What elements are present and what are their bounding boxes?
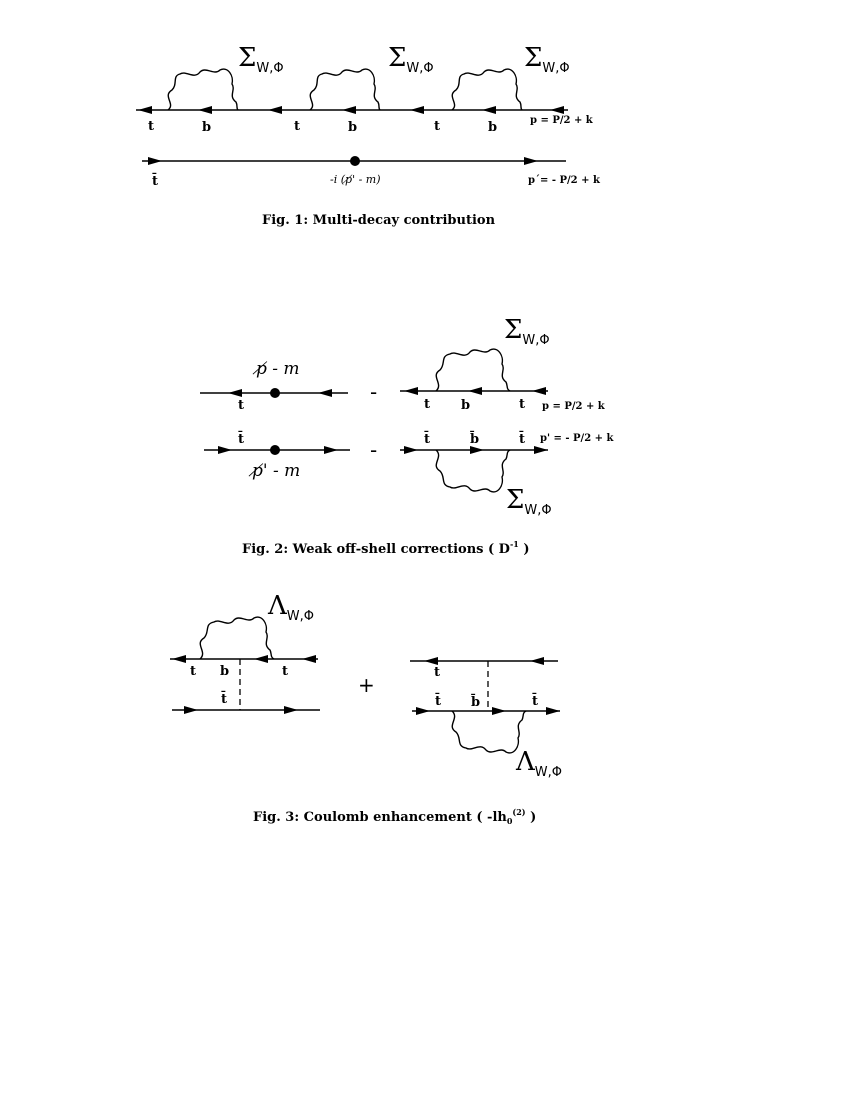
fig1-bottom-momentum: p´= - P/2 + k: [528, 175, 600, 186]
fig2-top-momentum: p = P/2 + k: [542, 401, 605, 412]
fig2-arrow: [404, 446, 418, 454]
fig3-particle-label: t̄: [532, 694, 539, 709]
fig1-insertion-label: -i (p̸' - m): [330, 173, 381, 186]
fig3-arrow: [302, 655, 316, 663]
fig1-particle-label: b: [202, 120, 212, 135]
fig2-wavy-loop-bottom: [436, 450, 510, 492]
fig1-arrow: [198, 106, 212, 114]
fig2-particle-label: t̄: [519, 432, 526, 447]
fig3-particle-label: b̄: [471, 695, 481, 710]
fig2-minus-sign: -: [370, 438, 378, 462]
fig2-arrow: [468, 387, 482, 395]
fig1-sigma-label: $\Sigma_{W,\Phi}$: [524, 43, 570, 76]
fig1-insertion-dot: [350, 156, 360, 166]
fig1-wavy-loop: [310, 69, 380, 110]
fig3-arrow: [492, 707, 506, 715]
fig1-sigma-label: $\Sigma_{W,\Phi}$: [388, 43, 434, 76]
fig2-particle-label: t: [238, 398, 245, 413]
fig1-wavy-loop: [168, 69, 238, 110]
fig2-wavy-loop-top: [436, 349, 510, 391]
fig3-arrow: [424, 657, 438, 665]
fig3-arrow: [172, 655, 186, 663]
fig1-arrow: [524, 157, 538, 165]
fig1-particle-label: t: [294, 119, 301, 134]
fig3-particle-label: t: [434, 665, 441, 680]
fig1-top-momentum: p = P/2 + k: [530, 115, 593, 126]
fig2-arrow: [228, 389, 242, 397]
fig1-arrow: [482, 106, 496, 114]
fig1-arrow: [410, 106, 424, 114]
fig1-particle-label: b: [488, 120, 498, 135]
fig2-arrow: [532, 387, 546, 395]
fig1-arrow: [148, 157, 162, 165]
fig2-particle-label: b̄: [470, 432, 480, 447]
fig1-arrow: [138, 106, 152, 114]
fig1-antitop-label: t̄: [152, 174, 159, 189]
fig3-arrow: [284, 706, 298, 714]
fig1-particle-label: t: [434, 119, 441, 134]
fig1-wavy-loop: [452, 69, 522, 110]
fig2-arrow: [404, 387, 418, 395]
fig3-caption: Fig. 3: Coulomb enhancement ( $-lh_0^{(2)}$ ): [253, 807, 537, 826]
fig1-particle-label: b: [348, 120, 358, 135]
fig2-arrow: [324, 446, 338, 454]
fig3-arrow: [530, 657, 544, 665]
fig1-caption: Fig. 1: Multi-decay contribution: [262, 213, 496, 228]
fig3-particle-label: t: [282, 664, 289, 679]
fig2-arrow: [218, 446, 232, 454]
fig2-arrow: [534, 446, 548, 454]
fig1-diagram: [136, 43, 601, 228]
fig3-wavy-loop-right: [452, 711, 526, 753]
fig3-arrow: [184, 706, 198, 714]
fig2-particle-label: t̄: [238, 432, 245, 447]
fig2-insertion-dot: [270, 445, 280, 455]
fig2-insertion-dot: [270, 388, 280, 398]
fig2-particle-label: t̄: [424, 432, 431, 447]
fig3-wavy-loop-left: [200, 617, 274, 659]
fig3-arrow: [546, 707, 560, 715]
fig3-diagram: [170, 591, 562, 826]
fig3-particle-label: b: [220, 664, 230, 679]
fig3-plus-sign: +: [358, 673, 375, 697]
fig2-minus-sign: -: [370, 380, 378, 404]
fig2-caption: Fig. 2: Weak off-shell corrections ( $D^{-1}$ ): [242, 539, 530, 557]
fig3-arrow: [254, 655, 268, 663]
fig2-bottom-momentum: p' = - P/2 + k: [540, 433, 614, 444]
fig3-lambda-label-left: $\Lambda_{W,\Phi}$: [268, 591, 314, 624]
fig1-arrow: [550, 106, 564, 114]
fig3-particle-label: t: [190, 664, 197, 679]
fig2-insertion-top: p̸ - m: [256, 359, 300, 379]
fig2-arrow: [470, 446, 484, 454]
fig2-particle-label: t: [519, 397, 526, 412]
fig2-insertion-bottom: p̸' - m: [252, 461, 301, 481]
fig3-lambda-label-right: $\Lambda_{W,\Phi}$: [516, 747, 562, 780]
fig2-sigma-label-top: $\Sigma_{W,\Phi}$: [504, 315, 550, 348]
fig1-sigma-label: $\Sigma_{W,\Phi}$: [238, 43, 284, 76]
fig3-particle-label: t̄: [435, 694, 442, 709]
fig1-arrow: [342, 106, 356, 114]
fig2-arrow: [318, 389, 332, 397]
fig2-particle-label: t: [424, 397, 431, 412]
fig2-sigma-label-bottom: $\Sigma_{W,\Phi}$: [506, 485, 552, 518]
fig1-particle-label: t: [148, 119, 155, 134]
fig1-arrow: [268, 106, 282, 114]
fig3-particle-label: t̄: [221, 692, 228, 707]
fig2-particle-label: b: [461, 398, 471, 413]
fig2-diagram: [200, 315, 614, 557]
fig3-arrow: [416, 707, 430, 715]
